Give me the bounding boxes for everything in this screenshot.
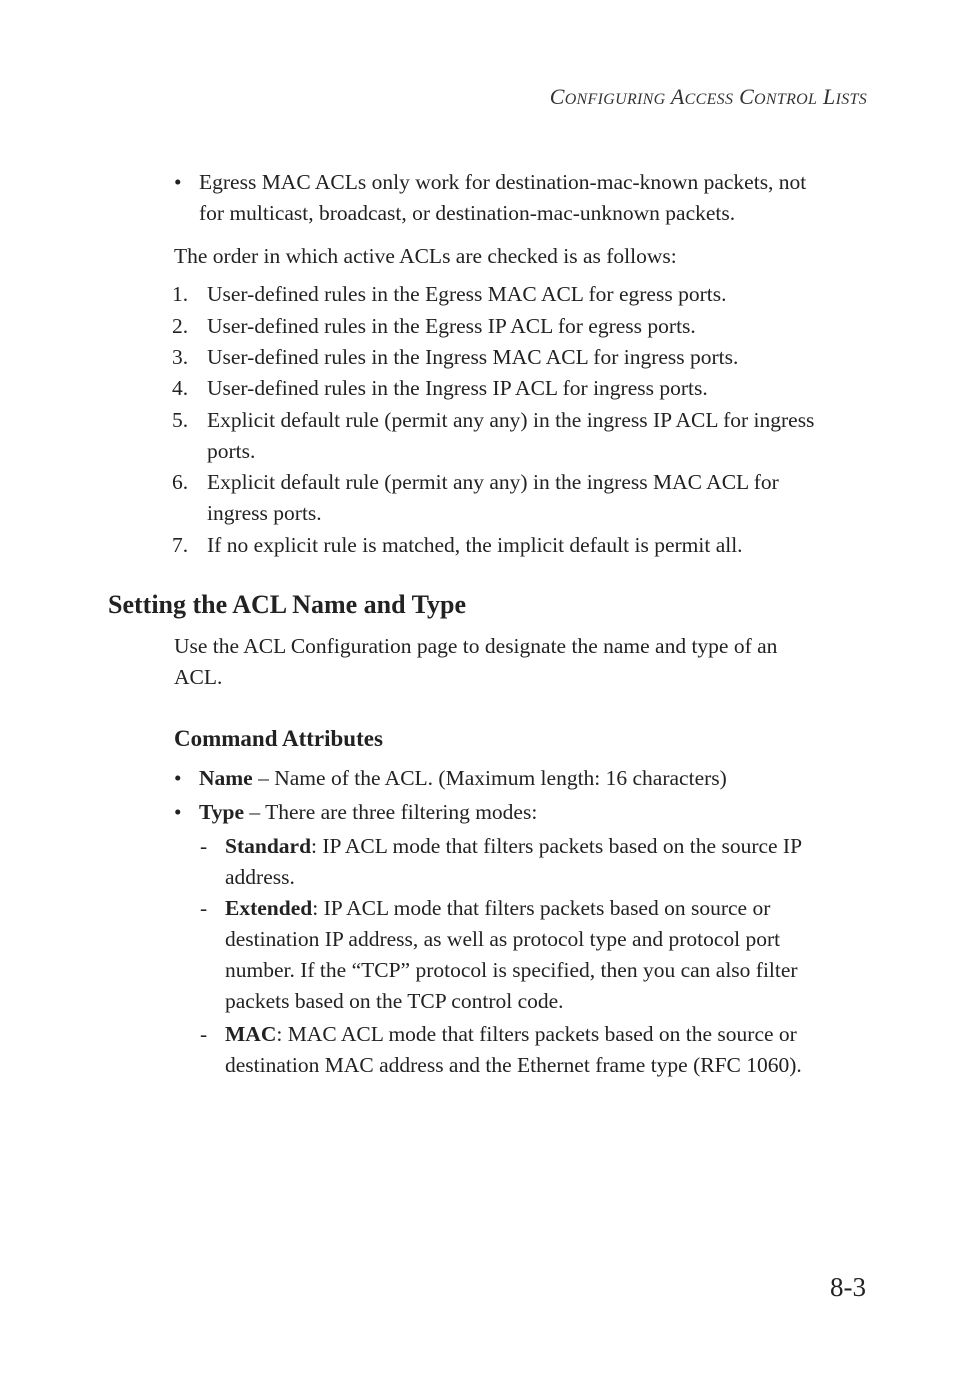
header-word-3 xyxy=(739,84,817,109)
text-line: Explicit default rule (permit any any) in the ingress IP ACL for ingress xyxy=(207,408,815,432)
text-line: destination MAC address and the Ethernet frame type (RFC 1060). xyxy=(225,1053,802,1077)
dash-icon: - xyxy=(200,1022,208,1046)
order-intro: The order in which active ACLs are checked is as follows: xyxy=(174,244,677,268)
header-rest: ISTS xyxy=(835,91,867,108)
item-number: 7. xyxy=(172,533,189,557)
bullet-desc: – There are three filtering modes: xyxy=(244,800,538,824)
text-line: Egress MAC ACLs only work for destination-mac-known packets, not xyxy=(199,170,807,194)
header-rest: CCESS xyxy=(684,91,734,108)
bullet-term: Type xyxy=(199,800,244,824)
dash-icon: - xyxy=(200,834,208,858)
mode-term: Standard xyxy=(225,834,312,858)
item-number: 3. xyxy=(172,345,189,369)
bullet-term: Name xyxy=(199,766,253,790)
bullet-desc: – Name of the ACL. (Maximum length: 16 characters) xyxy=(252,766,727,790)
header-cap: A xyxy=(670,84,685,109)
item-number: 2. xyxy=(172,314,189,338)
text-line: User-defined rules in the Ingress IP ACL for ingress ports. xyxy=(207,376,708,400)
header-word-4 xyxy=(823,84,867,109)
section-heading: Setting the ACL Name and Type xyxy=(108,590,467,619)
header-cap: C xyxy=(549,84,565,109)
text-line: User-defined rules in the Ingress MAC ACL for ingress ports. xyxy=(207,345,739,369)
text-line: ports. xyxy=(207,439,256,463)
header-word-2 xyxy=(671,84,733,109)
text-line: packets based on the TCP control code. xyxy=(225,989,564,1013)
dash-icon: - xyxy=(200,896,208,920)
text-line: : IP ACL mode that filters packets based on the source IP xyxy=(311,834,803,858)
text-line: address. xyxy=(225,865,295,889)
text-line: Use the ACL Configuration page to designate the name and type of an xyxy=(174,634,778,658)
running-header xyxy=(550,84,867,110)
text-line: Explicit default rule (permit any any) in the ingress MAC ACL for xyxy=(207,470,779,494)
text-line: ingress ports. xyxy=(207,501,322,525)
header-word-1 xyxy=(550,84,666,109)
section-intro xyxy=(174,631,864,693)
bullet-icon: • xyxy=(174,170,182,194)
header-cap: C xyxy=(739,84,755,109)
text-line: ACL. xyxy=(174,665,223,689)
text-line: If no explicit rule is matched, the implicit default is permit all. xyxy=(207,533,743,557)
item-number: 6. xyxy=(172,470,189,494)
text-line: for multicast, broadcast, or destination-mac-unknown packets. xyxy=(199,201,736,225)
text-line: destination IP address, as well as protocol type and protocol port xyxy=(225,927,781,951)
item-number: 5. xyxy=(172,408,189,432)
text-line: : IP ACL mode that filters packets based on source or xyxy=(312,896,771,920)
subheading: Command Attributes xyxy=(174,726,383,751)
text-line: User-defined rules in the Egress MAC ACL for egress ports. xyxy=(207,282,727,306)
header-rest: ONTROL xyxy=(754,91,818,108)
bullet-icon: • xyxy=(174,800,182,824)
text-line: number. If the “TCP” protocol is specified, then you can also filter xyxy=(225,958,798,982)
header-rest: ONFIGURING xyxy=(564,91,666,108)
header-cap: L xyxy=(823,84,836,109)
text-line: User-defined rules in the Egress IP ACL for egress ports. xyxy=(207,314,696,338)
item-number: 1. xyxy=(172,282,189,306)
bullet-icon: • xyxy=(174,766,182,790)
text-line: : MAC ACL mode that filters packets based on the source or xyxy=(276,1022,797,1046)
page-number: 8-3 xyxy=(830,1272,866,1302)
mode-term: MAC xyxy=(225,1022,277,1046)
item-number: 4. xyxy=(172,376,189,400)
intro-bullet-text xyxy=(199,167,864,229)
mode-term: Extended xyxy=(225,896,313,920)
